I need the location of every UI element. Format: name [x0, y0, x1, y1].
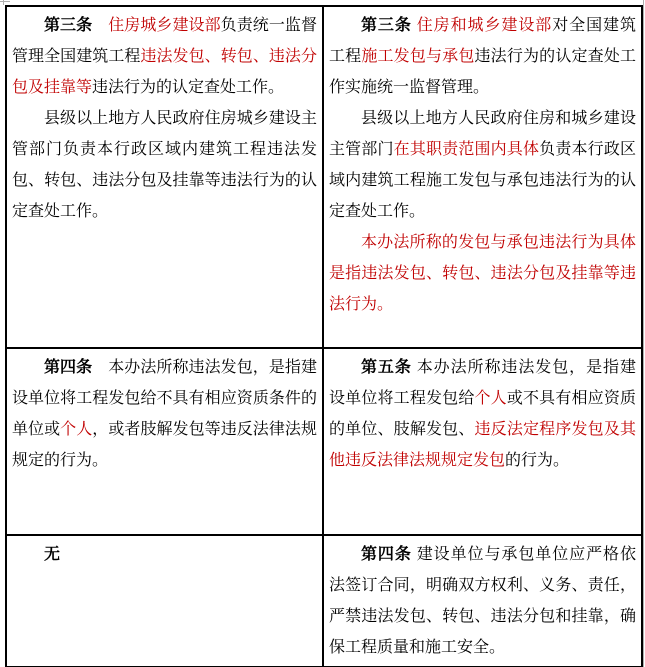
paragraph — [329, 539, 636, 663]
paragraph — [12, 352, 317, 476]
text-run: ，或者肢解发包等违反法律法规规定的行为。 — [12, 421, 317, 469]
paragraph — [12, 539, 317, 570]
paragraph — [12, 103, 317, 227]
outer-grid-line — [643, 0, 644, 667]
row-none-vs-article-4 — [6, 535, 642, 667]
changed-text-run: 住房和城乡建设部 — [416, 17, 553, 34]
cell-old-article-3 — [6, 6, 323, 348]
paragraph — [329, 103, 636, 227]
text-run — [92, 359, 108, 376]
outer-grid-line — [3, 0, 4, 5]
text-run: 县级以上地方人民政府住房城乡建设主管部门负责本行政区域内建筑工程违法发包、转包、违法分包及挂靠等违法行为的认定查处工作。 — [12, 110, 317, 220]
paragraph — [329, 227, 636, 320]
article-number: 无 — [44, 546, 61, 563]
paragraph — [12, 10, 317, 103]
text-run: 负责统一监督管理全国建筑工程 — [12, 17, 317, 65]
paragraph — [329, 352, 636, 476]
row-article-4-vs-5 — [6, 348, 642, 535]
row-article-3 — [6, 6, 642, 348]
article-number: 第四条 — [361, 546, 412, 563]
text-run: 的行为。 — [505, 452, 570, 469]
article-number: 第五条 — [361, 359, 412, 376]
article-number: 第四条 — [44, 359, 93, 376]
text-run: 违法行为的认定查处工作实施统一监督管理。 — [329, 48, 636, 96]
cell-old-article-4 — [6, 348, 323, 535]
changed-text-run: 在其职责范围内具体 — [393, 141, 540, 158]
outer-grid-line — [0, 1, 10, 2]
changed-text-run: 违法发包、转包、违法分包及挂靠等 — [12, 48, 317, 96]
changed-text-run: 本办法所称的发包与承包违法行为具体是指违法发包、转包、违法分包及挂靠等违法行为。 — [329, 234, 636, 313]
article-number: 第三条 — [44, 17, 93, 34]
text-run: 本办法所称违法发包，是指建设单位将工程发包给不具有相应资质条件的单位或 — [12, 359, 317, 438]
changed-text-run: 违反法定程序发包及其他违反法律法规规定发包 — [329, 421, 636, 469]
text-run: 建设单位与承包单位应严格依法签订合同，明确双方权利、义务、责任，严禁违法发包、转包、违法分包和挂靠，确保工程质量和施工安全。 — [329, 546, 636, 656]
changed-text-run: 施工发包与承包 — [361, 48, 475, 65]
changed-text-run: 住房城乡建设部 — [108, 17, 221, 34]
cell-old-none — [6, 535, 323, 667]
text-run: 违法行为的认定查处工作。 — [92, 79, 285, 96]
text-run — [92, 17, 108, 34]
paragraph — [329, 10, 636, 103]
article-number: 第三条 — [361, 17, 412, 34]
text-run: 本办法所称违法发包，是指建设单位将工程发包给 — [329, 359, 636, 407]
cell-new-article-5 — [323, 348, 642, 535]
text-run: 县级以上地方人民政府住房和城乡建设主管部门 — [329, 110, 636, 158]
text-run: 负责本行政区域内建筑工程施工发包与承包违法行为的认定查处工作。 — [329, 141, 636, 220]
cell-new-article-4 — [323, 535, 642, 667]
text-run: 对全国建筑工程 — [329, 17, 636, 65]
changed-text-run: 个人 — [474, 390, 507, 407]
cell-new-article-3 — [323, 6, 642, 348]
regulation-comparison-table — [5, 5, 643, 667]
changed-text-run: 个人 — [60, 421, 93, 438]
text-run: 或不具有相应资质的单位、肢解发包、 — [329, 390, 636, 438]
